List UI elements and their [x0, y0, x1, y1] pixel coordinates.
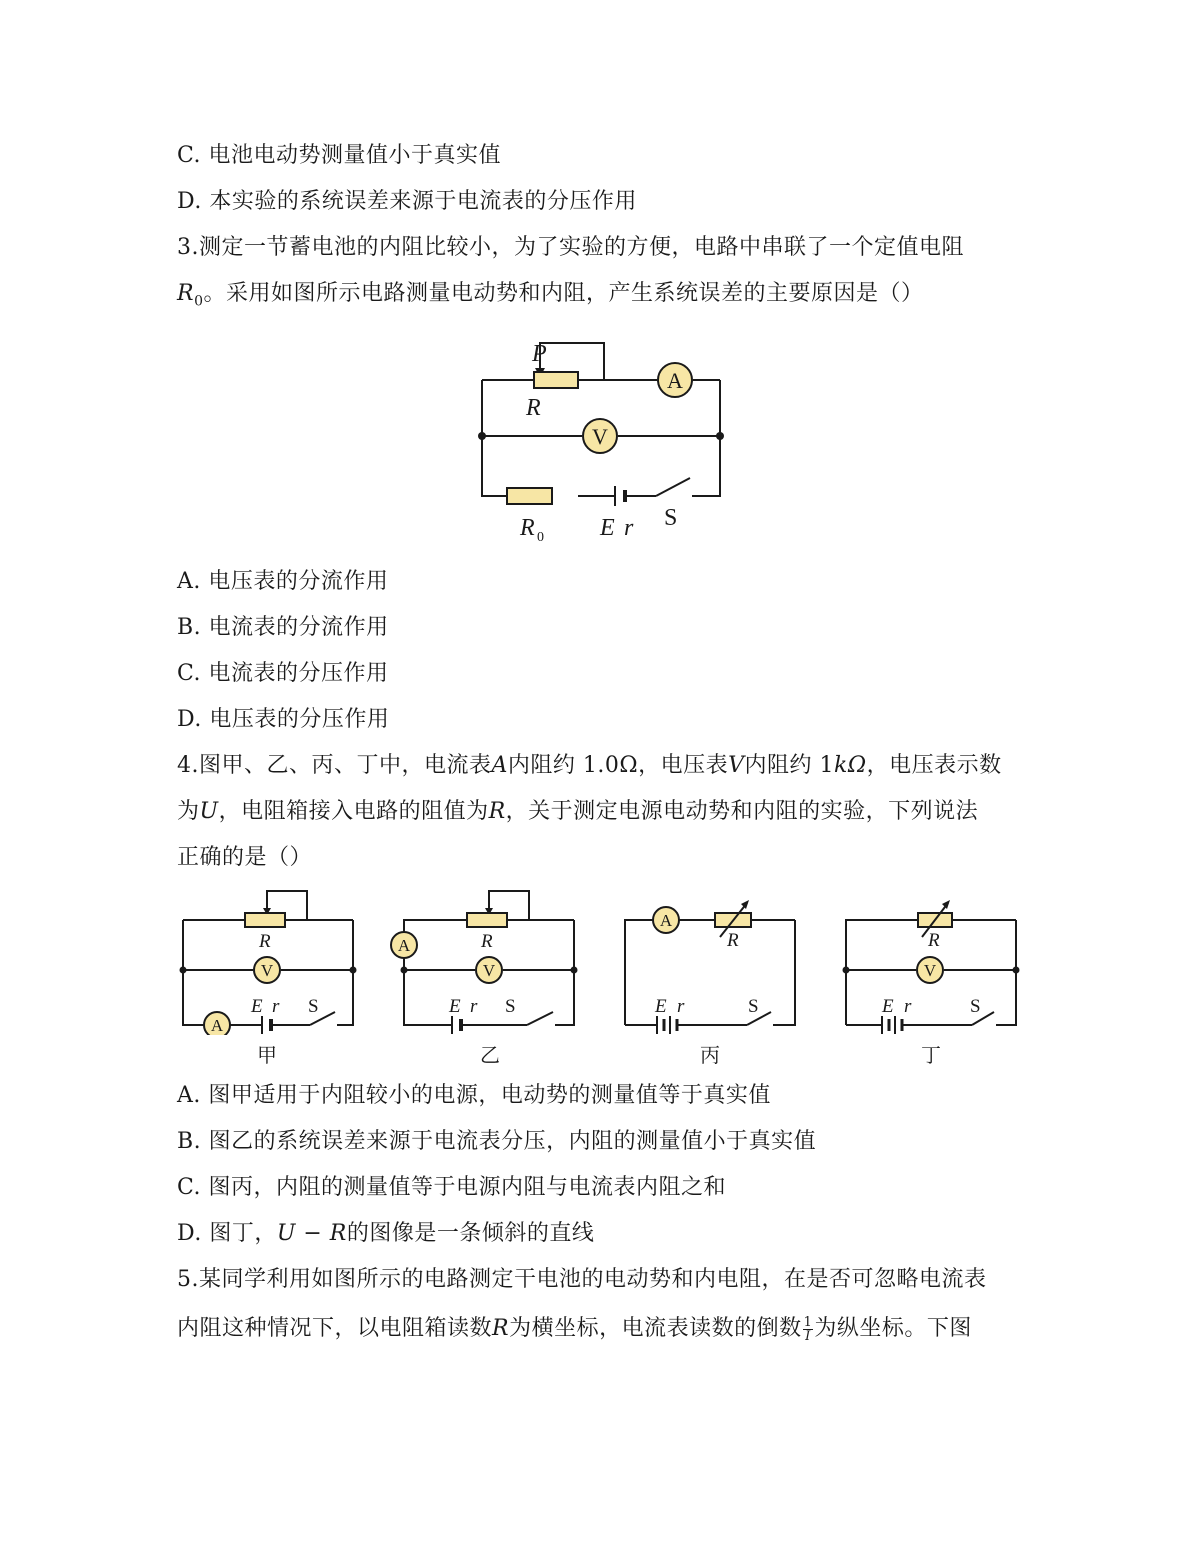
q5-fraction-denominator: I — [805, 1328, 811, 1344]
q4-jia-voltmeter-label: V — [260, 961, 274, 980]
q5-fraction-1-over-i — [803, 1316, 814, 1343]
q4-text: ，电压表示数 — [866, 753, 1002, 778]
q4-yi-label-e: E — [449, 996, 461, 1017]
q4-bing-ammeter-label: A — [659, 911, 673, 930]
q3-circuit-diagram — [470, 335, 740, 550]
q4-ding-label-r-internal: r — [904, 996, 912, 1017]
q4-circuit-ding — [838, 885, 1028, 1035]
q3-option-a: A. 电压表的分流作用 — [177, 569, 389, 594]
q4-var-v: V — [728, 753, 745, 778]
q4-bing-label-r-internal: r — [677, 996, 685, 1017]
q4-text: ，电阻箱接入电路的阻值为 — [218, 799, 489, 824]
q5-fraction-numerator: 1 — [803, 1314, 813, 1330]
q4-option-a: A. 图甲适用于内阻较小的电源，电动势的测量值等于真实值 — [177, 1083, 771, 1108]
q3-stem-line2 — [177, 279, 924, 316]
q4-circuit-bing — [615, 885, 805, 1035]
q3-label-s: S — [664, 505, 678, 531]
q3-option-b: B. 电流表的分流作用 — [177, 615, 389, 640]
q4-jia-label-s: S — [308, 996, 319, 1017]
q4-bing-label-e: E — [655, 996, 667, 1017]
q4-caption-yi: 乙 — [480, 1043, 500, 1067]
q4-option-b: B. 图乙的系统误差来源于电流表分压，内阻的测量值小于真实值 — [177, 1129, 817, 1154]
q4-yi-ammeter-label: A — [397, 936, 411, 955]
q3-option-d: D. 电压表的分压作用 — [177, 707, 390, 732]
q4-circuit-yi — [387, 885, 582, 1035]
q3-stem-line2-rest: 。采用如图所示电路测量电动势和内阻，产生系统误差的主要原因是（） — [203, 281, 924, 306]
q2-option-d: D. 本实验的系统误差来源于电流表的分压作用 — [177, 189, 637, 214]
q3-option-c: C. 电流表的分压作用 — [177, 661, 389, 686]
q4-text: 为 — [177, 799, 200, 824]
q4-text: ，关于测定电源电动势和内阻的实验，下列说法 — [505, 799, 979, 824]
q4-caption-ding: 丁 — [921, 1043, 941, 1067]
q4-stem-line3: 正确的是（） — [177, 845, 313, 870]
q3-label-r-internal: r — [624, 515, 634, 541]
q3-label-e: E — [600, 515, 615, 541]
q3-stem-line1: 3.测定一节蓄电池的内阻比较小，为了实验的方便，电路中串联了一个定值电阻 — [177, 235, 964, 260]
q4-var-u: U — [199, 799, 219, 824]
q5-stem-line1: 5.某同学利用如图所示的电路测定干电池的电动势和内电阻，在是否可忽略电流表 — [177, 1267, 987, 1292]
q4-text: 内阻约 1.0Ω，电压表 — [507, 753, 729, 778]
q4-jia-ammeter-label: A — [210, 1016, 224, 1035]
q4-jia-label-e: E — [251, 996, 263, 1017]
q4-stem-line2 — [177, 797, 978, 827]
q4-var-a: A — [491, 753, 508, 778]
q4-option-d-text: D. 图丁， — [177, 1221, 277, 1246]
q4-bing-label-r: R — [727, 930, 739, 951]
q5-var-r: R — [492, 1316, 510, 1341]
q3-voltmeter-label: V — [592, 424, 608, 449]
q4-text: 内阻约 1 — [744, 753, 835, 778]
q5-text: 为纵坐标。下图 — [814, 1316, 972, 1341]
q4-text: 4.图甲、乙、丙、丁中，电流表 — [177, 753, 492, 778]
q4-ding-label-s: S — [970, 996, 981, 1017]
q5-text: 为横坐标，电流表读数的倒数 — [509, 1316, 802, 1341]
q5-text: 内阻这种情况下，以电阻箱读数 — [177, 1316, 493, 1341]
q3-label-p: P — [532, 341, 547, 367]
q3-label-r0: R — [520, 515, 535, 541]
q3-r0-sub: 0 — [194, 293, 204, 310]
q4-bing-label-s: S — [748, 996, 759, 1017]
q3-ammeter-label: A — [667, 368, 683, 393]
q4-jia-label-r-internal: r — [272, 996, 280, 1017]
q4-yi-label-r: R — [481, 931, 493, 952]
q4-ding-voltmeter-label: V — [923, 961, 937, 980]
q4-unit-kohm: kΩ — [834, 753, 867, 778]
q4-caption-bing: 丙 — [700, 1043, 720, 1067]
q3-label-r0-sub: 0 — [537, 530, 544, 545]
q4-option-d — [177, 1219, 594, 1249]
q5-stem-line2 — [177, 1314, 972, 1344]
q4-option-d-expression: U − R — [276, 1221, 347, 1246]
q3-r0-var: R — [177, 281, 195, 306]
q4-circuit-jia — [175, 885, 365, 1035]
q4-ding-label-e: E — [882, 996, 894, 1017]
q4-yi-label-s: S — [505, 996, 516, 1017]
q4-yi-label-r-internal: r — [470, 996, 478, 1017]
q4-option-d-text: 的图像是一条倾斜的直线 — [346, 1221, 595, 1246]
q4-caption-jia: 甲 — [257, 1043, 277, 1067]
q4-stem-line1 — [177, 751, 1002, 781]
q4-ding-label-r: R — [928, 930, 940, 951]
q4-var-r: R — [488, 799, 506, 824]
q3-label-r: R — [526, 395, 541, 421]
q2-option-c: C. 电池电动势测量值小于真实值 — [177, 143, 502, 168]
q4-option-c: C. 图丙，内阻的测量值等于电源内阻与电流表内阻之和 — [177, 1175, 727, 1200]
q4-jia-label-r: R — [259, 931, 271, 952]
q4-yi-voltmeter-label: V — [482, 961, 496, 980]
